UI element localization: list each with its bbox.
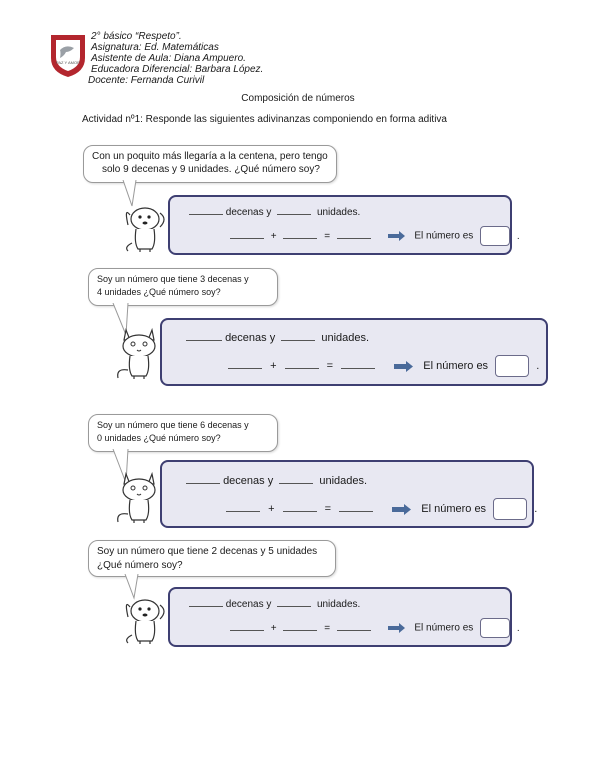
decenas-row-3: [186, 475, 367, 487]
header-course: 2° básico “Respeto”.: [91, 31, 182, 42]
answer-panel-4: [168, 587, 512, 647]
unidades-label: unidades.: [319, 475, 368, 487]
riddle-3-line2: 0 unidades ¿Qué número soy?: [97, 433, 221, 443]
decenas-label: decenas y: [225, 599, 272, 610]
decenas-label: decenas y: [223, 475, 274, 487]
unidades-blank[interactable]: [279, 475, 313, 484]
riddle-3-line1: Soy un número que tiene 6 decenas y: [97, 420, 249, 430]
unidades-label: unidades.: [316, 599, 361, 610]
decenas-blank[interactable]: [186, 475, 220, 484]
result-period: .: [516, 230, 520, 242]
addend-1-blank[interactable]: [230, 622, 264, 631]
header-teacher: Docente: Fernanda Curivil: [88, 75, 205, 86]
answer-panel-1: [168, 195, 512, 255]
sum-blank[interactable]: [337, 230, 371, 239]
riddle-2-line1: Soy un número que tiene 3 decenas y: [97, 274, 249, 284]
decenas-row-2: [186, 332, 369, 344]
equation-row-1: [230, 226, 520, 246]
decenas-row-1: [189, 206, 360, 218]
header-assistant: Asistente de Aula: Diana Ampuero.: [91, 53, 246, 64]
answer-box-2[interactable]: [495, 355, 529, 377]
addend-2-blank[interactable]: [285, 360, 319, 369]
decenas-label: decenas y: [225, 207, 272, 218]
result-label: El número es: [421, 502, 487, 515]
arrow-right-icon: [388, 623, 406, 633]
header-subject: Asignatura: Ed. Matemáticas: [91, 42, 219, 53]
plus-sign: +: [270, 622, 277, 634]
arrow-right-icon: [394, 361, 414, 372]
school-crest-icon: [48, 32, 88, 78]
answer-box-4[interactable]: [480, 618, 510, 638]
answer-box-1[interactable]: [480, 226, 510, 246]
decenas-label: decenas y: [225, 332, 276, 344]
riddle-bubble-1: [83, 145, 337, 183]
riddle-bubble-2: [88, 268, 278, 306]
header-info: [88, 31, 263, 86]
riddle-bubble-4: [88, 540, 336, 577]
plus-sign: +: [270, 230, 277, 242]
result-label: El número es: [414, 230, 474, 242]
header-educator: Educadora Diferencial: Barbara López.: [91, 64, 264, 75]
page-title: Composición de números: [241, 93, 355, 104]
equation-row-4: [230, 618, 520, 638]
equals-sign: =: [324, 230, 331, 242]
riddle-bubble-3: [88, 414, 278, 452]
cat-character-icon: [112, 468, 166, 524]
unidades-label: unidades.: [316, 207, 361, 218]
addend-1-blank[interactable]: [228, 360, 262, 369]
equals-sign: =: [324, 502, 332, 515]
result-label: El número es: [414, 622, 474, 634]
equals-sign: =: [326, 359, 334, 372]
sum-blank[interactable]: [341, 360, 375, 369]
riddle-4-line1: Soy un número que tiene 2 decenas y 5 unidades: [97, 546, 318, 557]
sum-blank[interactable]: [339, 503, 373, 512]
decenas-blank[interactable]: [189, 206, 223, 215]
riddle-2-line2: 4 unidades ¿Qué número soy?: [97, 287, 221, 297]
unidades-blank[interactable]: [277, 598, 311, 607]
dog-character-icon: [120, 205, 170, 253]
activity-instruction: Actividad nº1: Responde las siguientes adivinanzas componiendo en forma aditiva: [82, 114, 447, 125]
riddle-4-line2: ¿Qué número soy?: [97, 560, 183, 571]
decenas-row-4: [189, 598, 360, 610]
addend-1-blank[interactable]: [230, 230, 264, 239]
result-label: El número es: [423, 359, 489, 372]
bubble-tail: [120, 180, 140, 208]
equals-sign: =: [324, 622, 331, 634]
unidades-label: unidades.: [321, 332, 370, 344]
addend-2-blank[interactable]: [283, 230, 317, 239]
equation-row-2: [228, 355, 539, 377]
unidades-blank[interactable]: [277, 206, 311, 215]
arrow-right-icon: [388, 231, 406, 241]
arrow-right-icon: [392, 504, 412, 515]
answer-box-3[interactable]: [493, 498, 527, 520]
equation-row-3: [226, 498, 537, 520]
result-period: .: [516, 622, 520, 634]
decenas-blank[interactable]: [189, 598, 223, 607]
plus-sign: +: [268, 502, 275, 515]
cat-character-icon: [112, 324, 166, 380]
dog-character-icon: [120, 597, 170, 645]
riddle-1-line2: solo 9 decenas y 9 unidades. ¿Qué número soy?: [102, 164, 320, 175]
addend-2-blank[interactable]: [283, 622, 317, 631]
decenas-blank[interactable]: [186, 332, 222, 341]
result-period: .: [534, 502, 538, 515]
plus-sign: +: [270, 359, 277, 372]
addend-2-blank[interactable]: [283, 503, 317, 512]
riddle-1-line1: Con un poquito más llegaría a la centena, pero tengo: [92, 151, 328, 162]
sum-blank[interactable]: [337, 622, 371, 631]
unidades-blank[interactable]: [281, 332, 315, 341]
svg-text:PAZ Y AMOR: PAZ Y AMOR: [55, 60, 81, 65]
result-period: .: [536, 359, 540, 372]
addend-1-blank[interactable]: [226, 503, 260, 512]
